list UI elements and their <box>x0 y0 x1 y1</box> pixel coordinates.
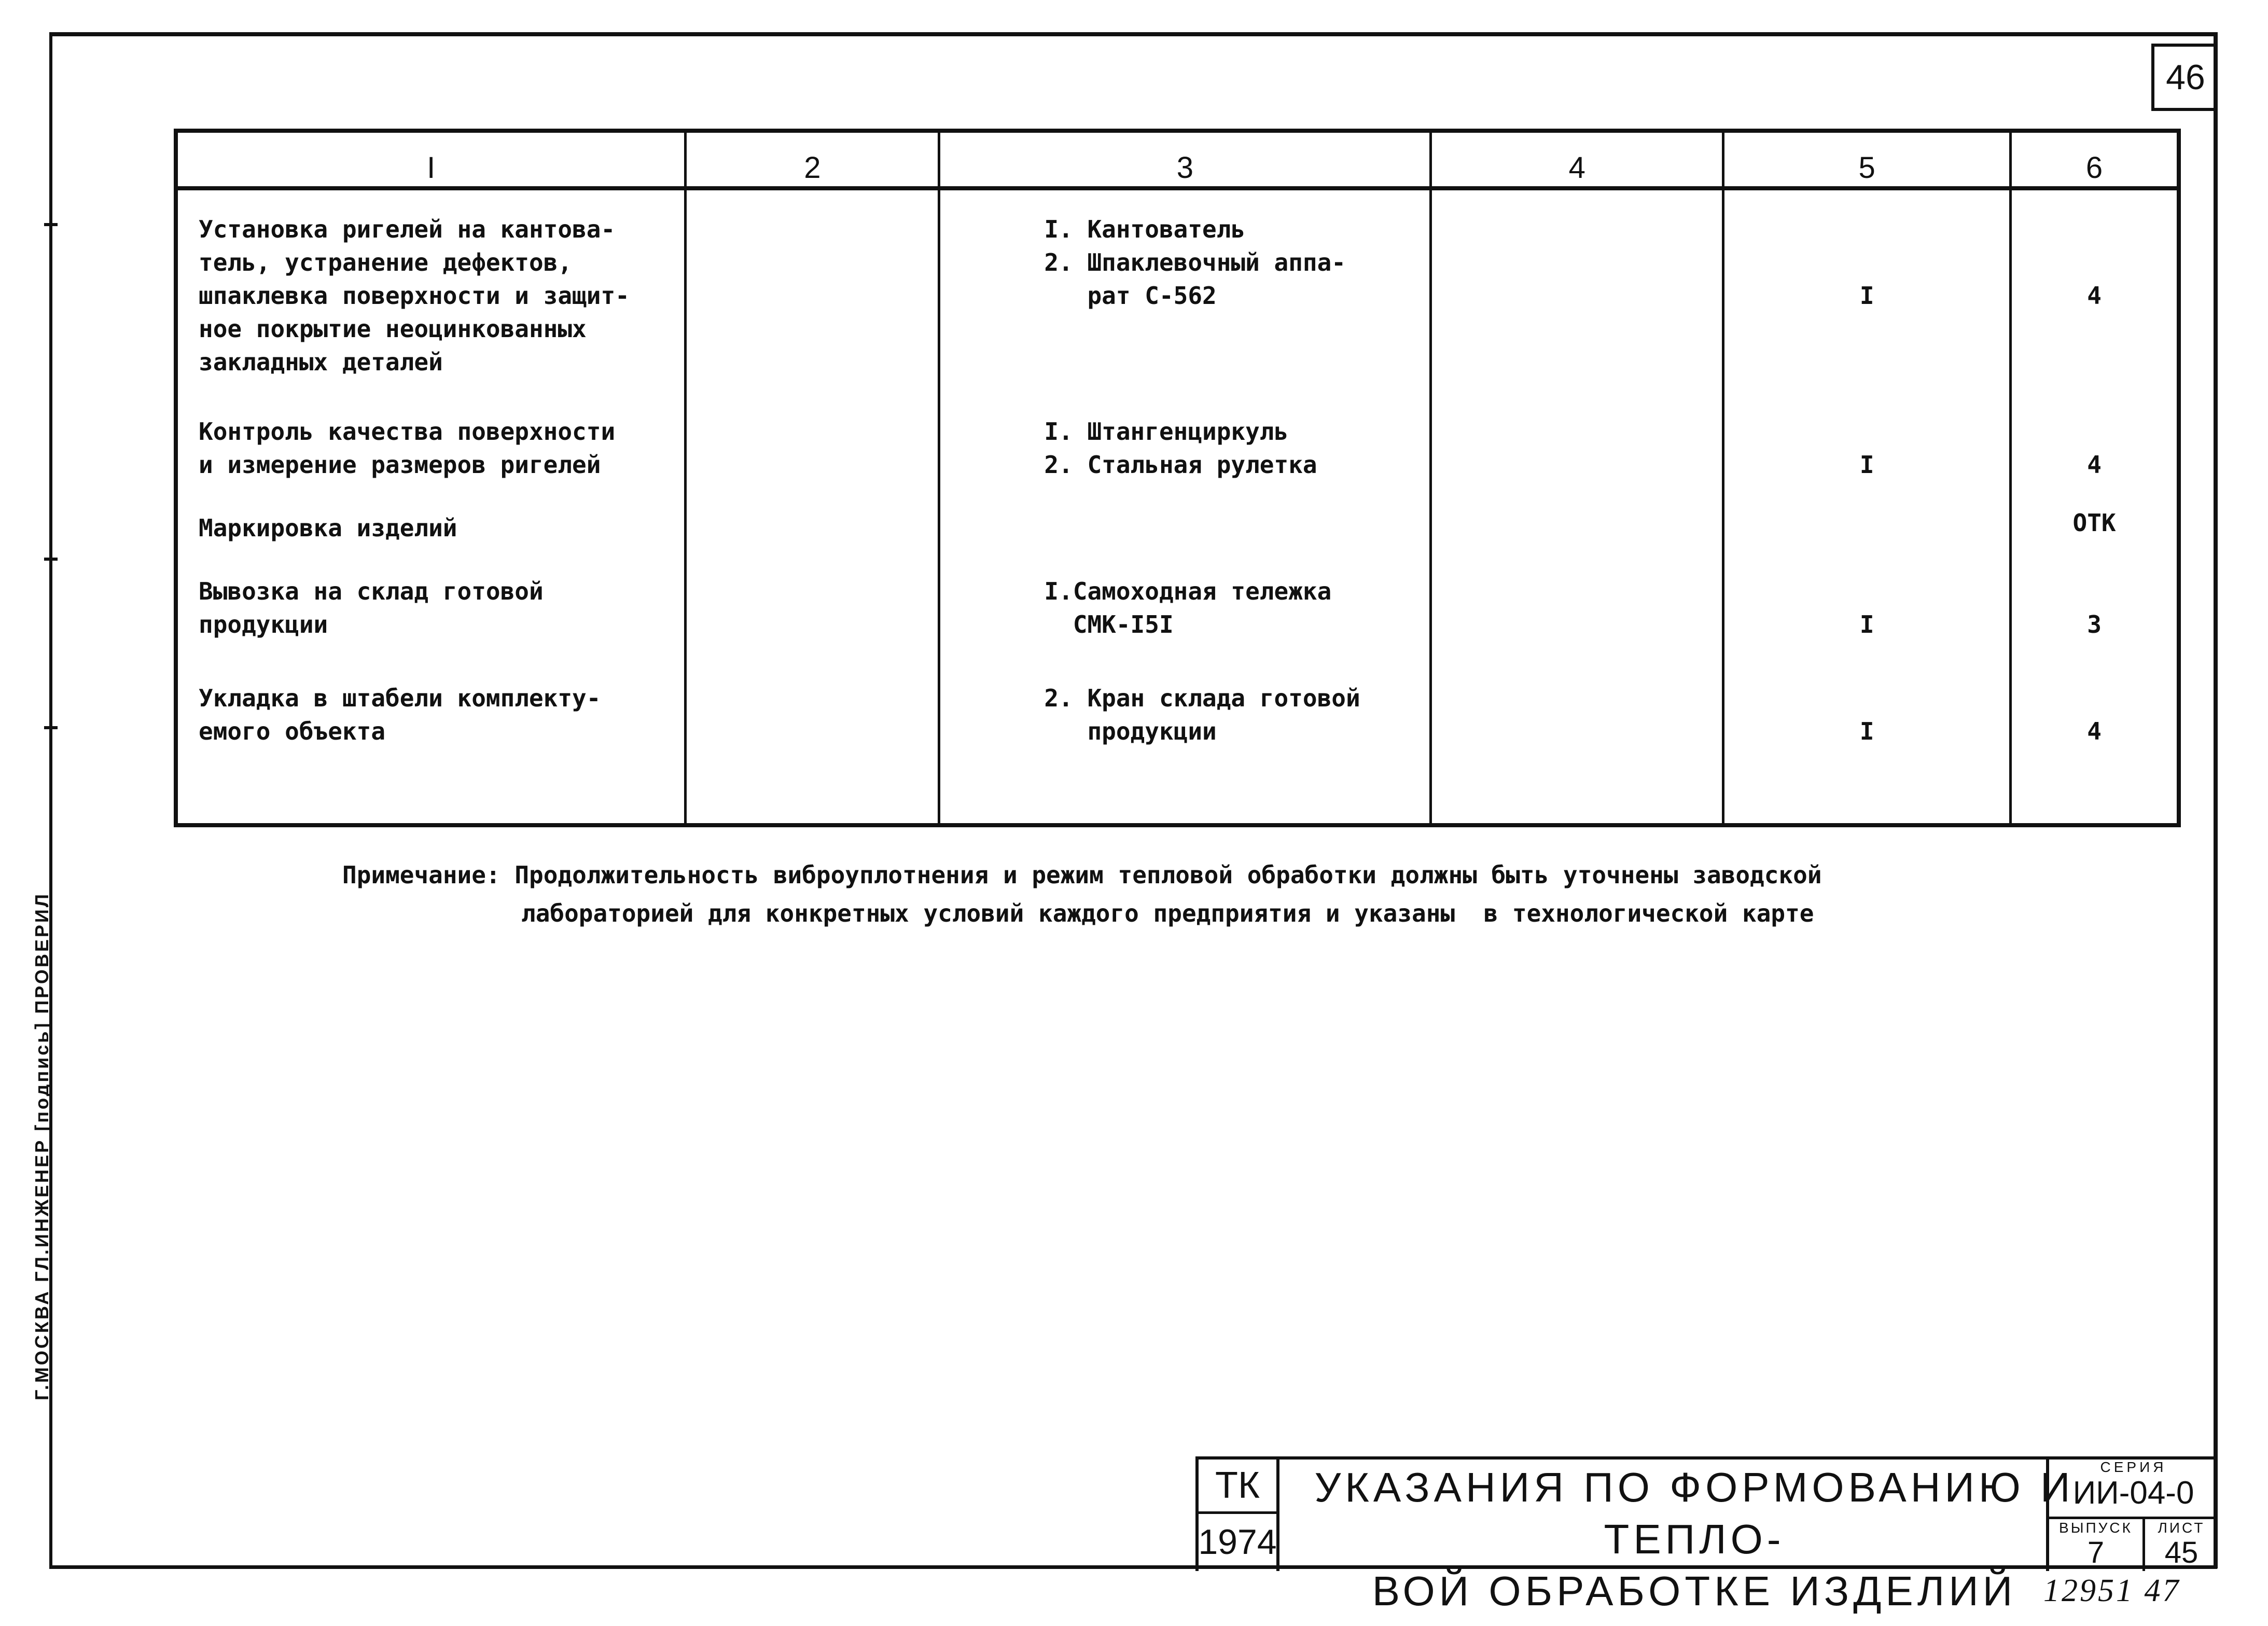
sheet-value: 45 <box>2164 1536 2199 1569</box>
quantity-value: I <box>1859 451 1874 479</box>
equipment-text: продукции <box>1044 717 1217 745</box>
operation-text: Контроль качества поверхности <box>199 418 616 446</box>
operation-text: продукции <box>199 610 328 638</box>
operation-text: Маркировка изделий <box>199 514 457 542</box>
sheet-cell <box>2145 1519 2218 1571</box>
column-4-empty <box>1432 190 1722 823</box>
equipment-text: I. Штангенциркуль <box>1044 418 1289 446</box>
series-cell <box>2049 1460 2218 1519</box>
operation-text: Вывозка на склад готовой <box>199 577 544 605</box>
document-year: 1974 <box>1198 1522 1277 1562</box>
equipment-text: I.Самоходная тележка <box>1044 577 1332 605</box>
column-header: 5 <box>1723 131 2011 188</box>
title-block-meta <box>2046 1460 2218 1571</box>
grade-value: ОТК <box>2072 509 2116 537</box>
operations-table <box>174 129 2181 827</box>
column-header: 3 <box>939 131 1431 188</box>
grade-value: 4 <box>2087 717 2102 745</box>
issue-cell <box>2049 1519 2145 1571</box>
note-line-2: лабораторией для конкретных условий каждого предприятия и указаны в технологической карте <box>521 899 1814 927</box>
equipment-text: 2. Стальная рулетка <box>1044 451 1317 479</box>
issue-label: ВЫПУСК <box>2059 1520 2133 1536</box>
operations-column <box>178 190 684 823</box>
quantity-column <box>1724 190 2009 823</box>
operation-text: Укладка в штабели комплекту- <box>199 684 601 712</box>
grade-value: 3 <box>2087 610 2102 638</box>
equipment-text: СМК-I5I <box>1044 610 1174 638</box>
series-label: СЕРИЯ <box>2100 1459 2167 1475</box>
page-number: 46 <box>2151 44 2217 111</box>
frame-right-border <box>2214 32 2218 1568</box>
column-header: 4 <box>1431 131 1723 188</box>
table-body-row <box>176 188 2179 825</box>
table-header-row <box>176 131 2179 188</box>
margin-stamp: Г.МОСКВА ГЛ.ИНЖЕНЕР [подпись] ПРОВЕРИЛ <box>31 892 52 1400</box>
title-line-2: ВОЙ ОБРАБОТКЕ ИЗДЕЛИЙ <box>1372 1568 2017 1614</box>
column-header: 6 <box>2011 131 2179 188</box>
quantity-value: I <box>1859 717 1874 745</box>
handwritten-number: 12951 47 <box>2043 1573 2181 1608</box>
operation-text: тель, устранение дефектов, <box>199 248 573 276</box>
operation-text: закладных деталей <box>199 348 443 376</box>
operation-text: емого объекта <box>199 717 386 745</box>
series-value: ИИ-04-0 <box>2072 1475 2194 1511</box>
operation-text: шпаклевка поверхности и защит- <box>199 282 630 310</box>
margin-tick <box>44 726 58 729</box>
equipment-text: 2. Кран склада готовой <box>1044 684 1360 712</box>
title-line-1: УКАЗАНИЯ ПО ФОРМОВАНИЮ И ТЕПЛО- <box>1314 1464 2075 1562</box>
equipment-text: рат С-562 <box>1044 282 1217 310</box>
operation-text: и измерение размеров ригелей <box>199 451 601 479</box>
grade-value: 4 <box>2087 451 2102 479</box>
title-block-code <box>1195 1460 1279 1571</box>
column-header: 2 <box>686 131 939 188</box>
grade-column <box>2012 190 2177 823</box>
margin-tick <box>44 558 58 561</box>
frame-top-border <box>49 32 2217 36</box>
issue-value: 7 <box>2087 1536 2105 1569</box>
sheet-label: ЛИСТ <box>2158 1520 2205 1536</box>
margin-tick <box>44 223 58 226</box>
column-2-empty <box>687 190 938 823</box>
operation-text: ное покрытие неоцинкованных <box>199 315 587 343</box>
equipment-text: I. Кантователь <box>1044 215 1246 243</box>
equipment-column <box>940 190 1429 823</box>
grade-value: 4 <box>2087 282 2102 310</box>
equipment-text: 2. Шпаклевочный аппа- <box>1044 248 1346 276</box>
document-title <box>1279 1460 2109 1614</box>
note-line-1: Примечание: Продолжительность виброуплотнения и режим тепловой обработки должны быть уточнены заводской <box>342 861 1822 889</box>
column-header: I <box>176 131 686 188</box>
document-code: ТК <box>1199 1460 1276 1514</box>
operation-text: Установка ригелей на кантова- <box>199 215 616 243</box>
issue-sheet-row <box>2049 1519 2218 1571</box>
quantity-value: I <box>1859 610 1874 638</box>
quantity-value: I <box>1859 282 1874 310</box>
